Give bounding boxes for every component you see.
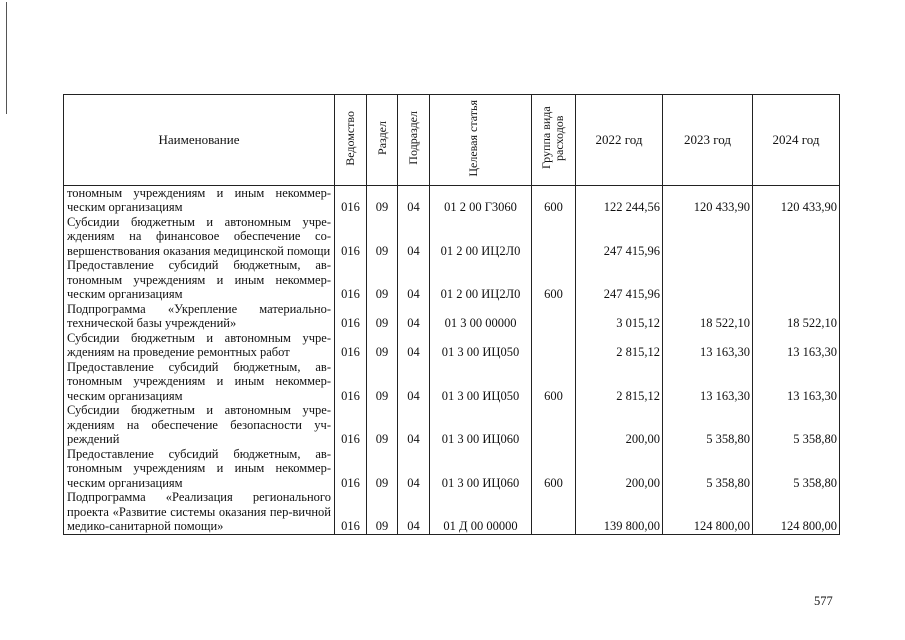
- cell-razdel: 09: [367, 331, 398, 360]
- cell-podrazdel: 04: [398, 331, 430, 360]
- cell-2023: 5 358,80: [663, 403, 753, 447]
- cell-vedomstvo: 016: [335, 258, 367, 302]
- cell-razdel: 09: [367, 403, 398, 447]
- cell-2022: 2 815,12: [576, 331, 663, 360]
- cell-podrazdel: 04: [398, 302, 430, 331]
- cell-razdel: 09: [367, 302, 398, 331]
- table-row: [64, 360, 840, 404]
- cell-podrazdel: 04: [398, 490, 430, 534]
- cell-vedomstvo: 016: [335, 215, 367, 259]
- cell-2024: [753, 215, 840, 259]
- header-razdel: Раздел: [367, 95, 398, 186]
- cell-tselevaya-statya: 01 2 00 ИЦ2Л0: [430, 215, 532, 259]
- table-row: [64, 403, 840, 447]
- cell-tselevaya-statya: 01 3 00 ИЦ050: [430, 360, 532, 404]
- cell-podrazdel: 04: [398, 185, 430, 215]
- cell-razdel: 09: [367, 490, 398, 534]
- cell-tselevaya-statya: 01 Д 00 00000: [430, 490, 532, 534]
- cell-vedomstvo: 016: [335, 447, 367, 491]
- cell-gruppa-vida-rashodov: [532, 490, 576, 534]
- cell-tselevaya-statya: 01 2 00 ИЦ2Л0: [430, 258, 532, 302]
- cell-2024: 124 800,00: [753, 490, 840, 534]
- cell-gruppa-vida-rashodov: [532, 403, 576, 447]
- header-2023: 2023 год: [663, 95, 753, 186]
- cell-2023: 13 163,30: [663, 360, 753, 404]
- cell-vedomstvo: 016: [335, 302, 367, 331]
- cell-2022: 139 800,00: [576, 490, 663, 534]
- header-vedomstvo: Ведомство: [335, 95, 367, 186]
- cell-name: Субсидии бюджетным и автономным учре-ждениям на финансовое обеспечение со-вершенствования оказания медицинской помощи: [64, 215, 335, 259]
- cell-2022: 247 415,96: [576, 258, 663, 302]
- cell-2023: 5 358,80: [663, 447, 753, 491]
- table-row: [64, 331, 840, 360]
- cell-name: Предоставление субсидий бюджетным, ав-тономным учреждениям и иным некоммер-ческим организациям: [64, 258, 335, 302]
- scan-margin-line: [6, 2, 7, 114]
- cell-razdel: 09: [367, 360, 398, 404]
- cell-podrazdel: 04: [398, 360, 430, 404]
- cell-podrazdel: 04: [398, 403, 430, 447]
- cell-tselevaya-statya: 01 3 00 00000: [430, 302, 532, 331]
- cell-vedomstvo: 016: [335, 360, 367, 404]
- cell-2023: 18 522,10: [663, 302, 753, 331]
- cell-podrazdel: 04: [398, 447, 430, 491]
- header-name: Наименование: [64, 95, 335, 186]
- cell-name: тономным учреждениям и иным некоммер-ческим организациям: [64, 185, 335, 215]
- cell-tselevaya-statya: 01 3 00 ИЦ050: [430, 331, 532, 360]
- cell-name: Предоставление субсидий бюджетным, ав-тономным учреждениям и иным некоммер-ческим организациям: [64, 447, 335, 491]
- cell-2024: 13 163,30: [753, 331, 840, 360]
- cell-vedomstvo: 016: [335, 331, 367, 360]
- cell-gruppa-vida-rashodov: [532, 331, 576, 360]
- cell-2022: 247 415,96: [576, 215, 663, 259]
- cell-gruppa-vida-rashodov: 600: [532, 185, 576, 215]
- table-row: [64, 185, 840, 215]
- cell-2024: 5 358,80: [753, 447, 840, 491]
- cell-2022: 200,00: [576, 447, 663, 491]
- cell-gruppa-vida-rashodov: 600: [532, 258, 576, 302]
- table-row: [64, 447, 840, 491]
- table-row: [64, 215, 840, 259]
- cell-name: Предоставление субсидий бюджетным, ав-тономным учреждениям и иным некоммер-ческим организациям: [64, 360, 335, 404]
- cell-vedomstvo: 016: [335, 490, 367, 534]
- cell-2023: 13 163,30: [663, 331, 753, 360]
- cell-2024: 13 163,30: [753, 360, 840, 404]
- table-row: [64, 258, 840, 302]
- cell-gruppa-vida-rashodov: [532, 215, 576, 259]
- cell-podrazdel: 04: [398, 258, 430, 302]
- cell-razdel: 09: [367, 447, 398, 491]
- table-row: [64, 302, 840, 331]
- cell-2022: 2 815,12: [576, 360, 663, 404]
- cell-name: Субсидии бюджетным и автономным учре-ждениям на обеспечение безопасности уч-реждений: [64, 403, 335, 447]
- cell-2023: [663, 215, 753, 259]
- cell-2023: 124 800,00: [663, 490, 753, 534]
- cell-podrazdel: 04: [398, 215, 430, 259]
- cell-2024: 18 522,10: [753, 302, 840, 331]
- table-row: [64, 490, 840, 534]
- cell-gruppa-vida-rashodov: 600: [532, 360, 576, 404]
- header-2022: 2022 год: [576, 95, 663, 186]
- cell-vedomstvo: 016: [335, 403, 367, 447]
- budget-table-container: [63, 94, 839, 535]
- cell-razdel: 09: [367, 215, 398, 259]
- cell-tselevaya-statya: 01 3 00 ИЦ060: [430, 447, 532, 491]
- header-podrazdel: Подраздел: [398, 95, 430, 186]
- cell-2022: 3 015,12: [576, 302, 663, 331]
- cell-tselevaya-statya: 01 2 00 Г3060: [430, 185, 532, 215]
- cell-2022: 200,00: [576, 403, 663, 447]
- cell-2024: 5 358,80: [753, 403, 840, 447]
- cell-gruppa-vida-rashodov: [532, 302, 576, 331]
- cell-name: Субсидии бюджетным и автономным учре-ждениям на проведение ремонтных работ: [64, 331, 335, 360]
- budget-table: [63, 94, 840, 535]
- cell-razdel: 09: [367, 185, 398, 215]
- cell-2024: [753, 258, 840, 302]
- table-header-row: [64, 95, 840, 186]
- cell-gruppa-vida-rashodov: 600: [532, 447, 576, 491]
- cell-2023: [663, 258, 753, 302]
- cell-2024: 120 433,90: [753, 185, 840, 215]
- cell-2023: 120 433,90: [663, 185, 753, 215]
- cell-name: Подпрограмма «Реализация регионального проекта «Развитие системы оказания пер-вичной медико-санитарной помощи»: [64, 490, 335, 534]
- cell-razdel: 09: [367, 258, 398, 302]
- cell-tselevaya-statya: 01 3 00 ИЦ060: [430, 403, 532, 447]
- cell-vedomstvo: 016: [335, 185, 367, 215]
- cell-2022: 122 244,56: [576, 185, 663, 215]
- cell-name: Подпрограмма «Укрепление материально-технической базы учреждений»: [64, 302, 335, 331]
- header-2024: 2024 год: [753, 95, 840, 186]
- header-gruppa-vida-rashodov: Группа вида расходов: [532, 95, 576, 186]
- header-tselevaya-statya: Целевая статья: [430, 95, 532, 186]
- page-number: 577: [814, 594, 833, 608]
